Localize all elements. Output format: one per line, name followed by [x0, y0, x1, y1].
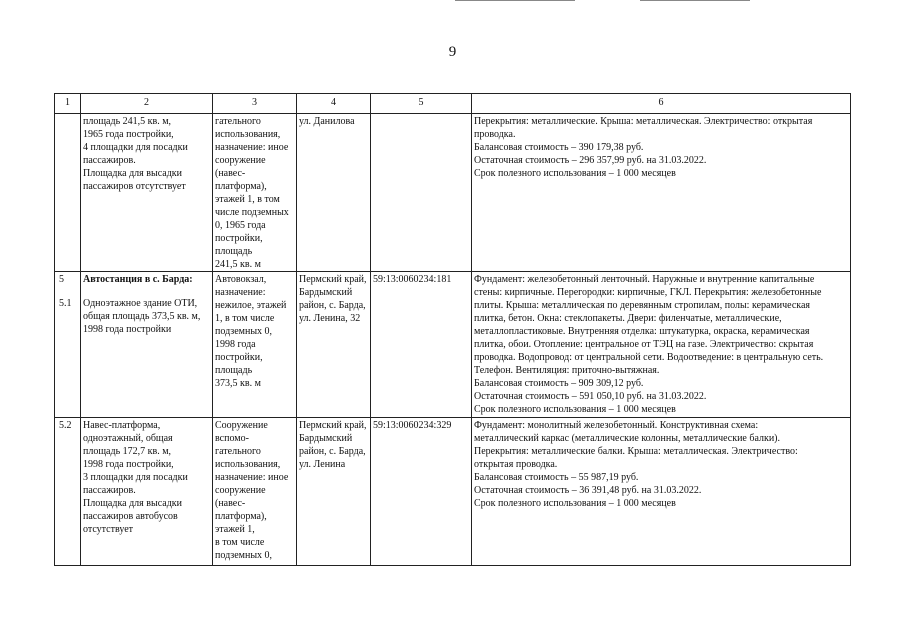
- object-characteristics: Перекрытия: металлические. Крыша: металлическая. Электричество: открытая проводка. Балансовая стоимость – 390 179,38 руб. Остаточная стоимость – 296 357,99 руб. на 31.03.2022. Срок полезного использования – 1 000 месяцев: [472, 114, 851, 272]
- page-number: 9: [448, 44, 457, 60]
- table-row: [55, 272, 851, 418]
- row-number: [55, 114, 81, 272]
- object-address: Пермский край, Бардымский район, с. Барда, ул. Ленина: [297, 418, 371, 566]
- table-header-row: [55, 94, 851, 114]
- header-col-3: 3: [213, 94, 297, 114]
- header-col-2: 2: [81, 94, 213, 114]
- cadastral-number: 59:13:0060234:181: [371, 272, 472, 418]
- object-name: Навес-платформа, одноэтажный, общая площадь 172,7 кв. м, 1998 года постройки, 3 площадки для посадки пассажиров. Площадка для высадки пассажиров автобусов отсутствует: [81, 418, 213, 566]
- object-address: ул. Данилова: [297, 114, 371, 272]
- sub-object-name: Одноэтажное здание ОТИ, общая площадь 373,5 кв. м, 1998 года постройки: [83, 298, 201, 335]
- table-row: [55, 418, 851, 566]
- object-name: площадь 241,5 кв. м, 1965 года постройки, 4 площадки для посадки пассажиров. Площадка для высадки пассажиров отсутствует: [81, 114, 213, 272]
- object-address: Пермский край, Бардымский район, с. Барда, ул. Ленина, 32: [297, 272, 371, 418]
- sub-number: 5.1: [59, 298, 72, 309]
- property-table: [54, 93, 851, 566]
- object-purpose: Сооружение вспомо- гательного использования, назначение: иное сооружение (навес- платформа), этажей 1, в том числе подземных 0,: [213, 418, 297, 566]
- top-scan-line-2: [640, 0, 750, 1]
- object-characteristics: Фундамент: монолитный железобетонный. Конструктивная схема: металлический каркас (металлические колонны, металлические балки). Перекрытия: металлические балки. Крыша: металлическая. Электричество: открытая проводка. Балансовая стоимость – 55 987,19 руб. Остаточная стоимость – 36 391,48 руб. на 31.03.2022. Срок полезного использования – 1 000 месяцев: [472, 418, 851, 566]
- header-col-4: 4: [297, 94, 371, 114]
- row-number: [55, 272, 81, 418]
- table-row: [55, 114, 851, 272]
- object-purpose: Автовокзал, назначение: нежилое, этажей 1, в том числе подземных 0, 1998 года постройки, площадь 373,5 кв. м: [213, 272, 297, 418]
- object-name: [81, 272, 213, 418]
- group-number: 5: [59, 274, 64, 285]
- top-scan-line-1: [455, 0, 575, 1]
- cadastral-number: 59:13:0060234:329: [371, 418, 472, 566]
- header-col-6: 6: [472, 94, 851, 114]
- header-col-5: 5: [371, 94, 472, 114]
- row-number: 5.2: [55, 418, 81, 566]
- cadastral-number: [371, 114, 472, 272]
- object-characteristics: Фундамент: железобетонный ленточный. Наружные и внутренние капитальные стены: кирпичные. Перегородки: кирпичные, ГКЛ. Перекрытия: железобетонные плиты. Крыша: металлическая по деревянным стропилам, полы: керамическая плитка, бетон. Окна: стеклопакеты. Двери: филенчатые, металлические, металлопластиковые. Внутренняя отделка: штукатурка, окраска, керамическая плитка, обои. Отопление: центральное от ТЭЦ на газе. Электричество: скрытая проводка. Водопровод: от центральной сети. Водоотведение: в центральную сеть. Телефон. Вентиляция: приточно-вытяжная. Балансовая стоимость – 909 309,12 руб. Остаточная стоимость – 591 050,10 руб. на 31.03.2022. Срок полезного использования – 1 000 месяцев: [472, 272, 851, 418]
- header-col-1: 1: [55, 94, 81, 114]
- group-title: Автостанция в с. Барда:: [83, 274, 193, 285]
- object-purpose: гательного использования, назначение: иное сооружение (навес- платформа), этажей 1, в том числе подземных 0, 1965 года постройки, площадь 241,5 кв. м: [213, 114, 297, 272]
